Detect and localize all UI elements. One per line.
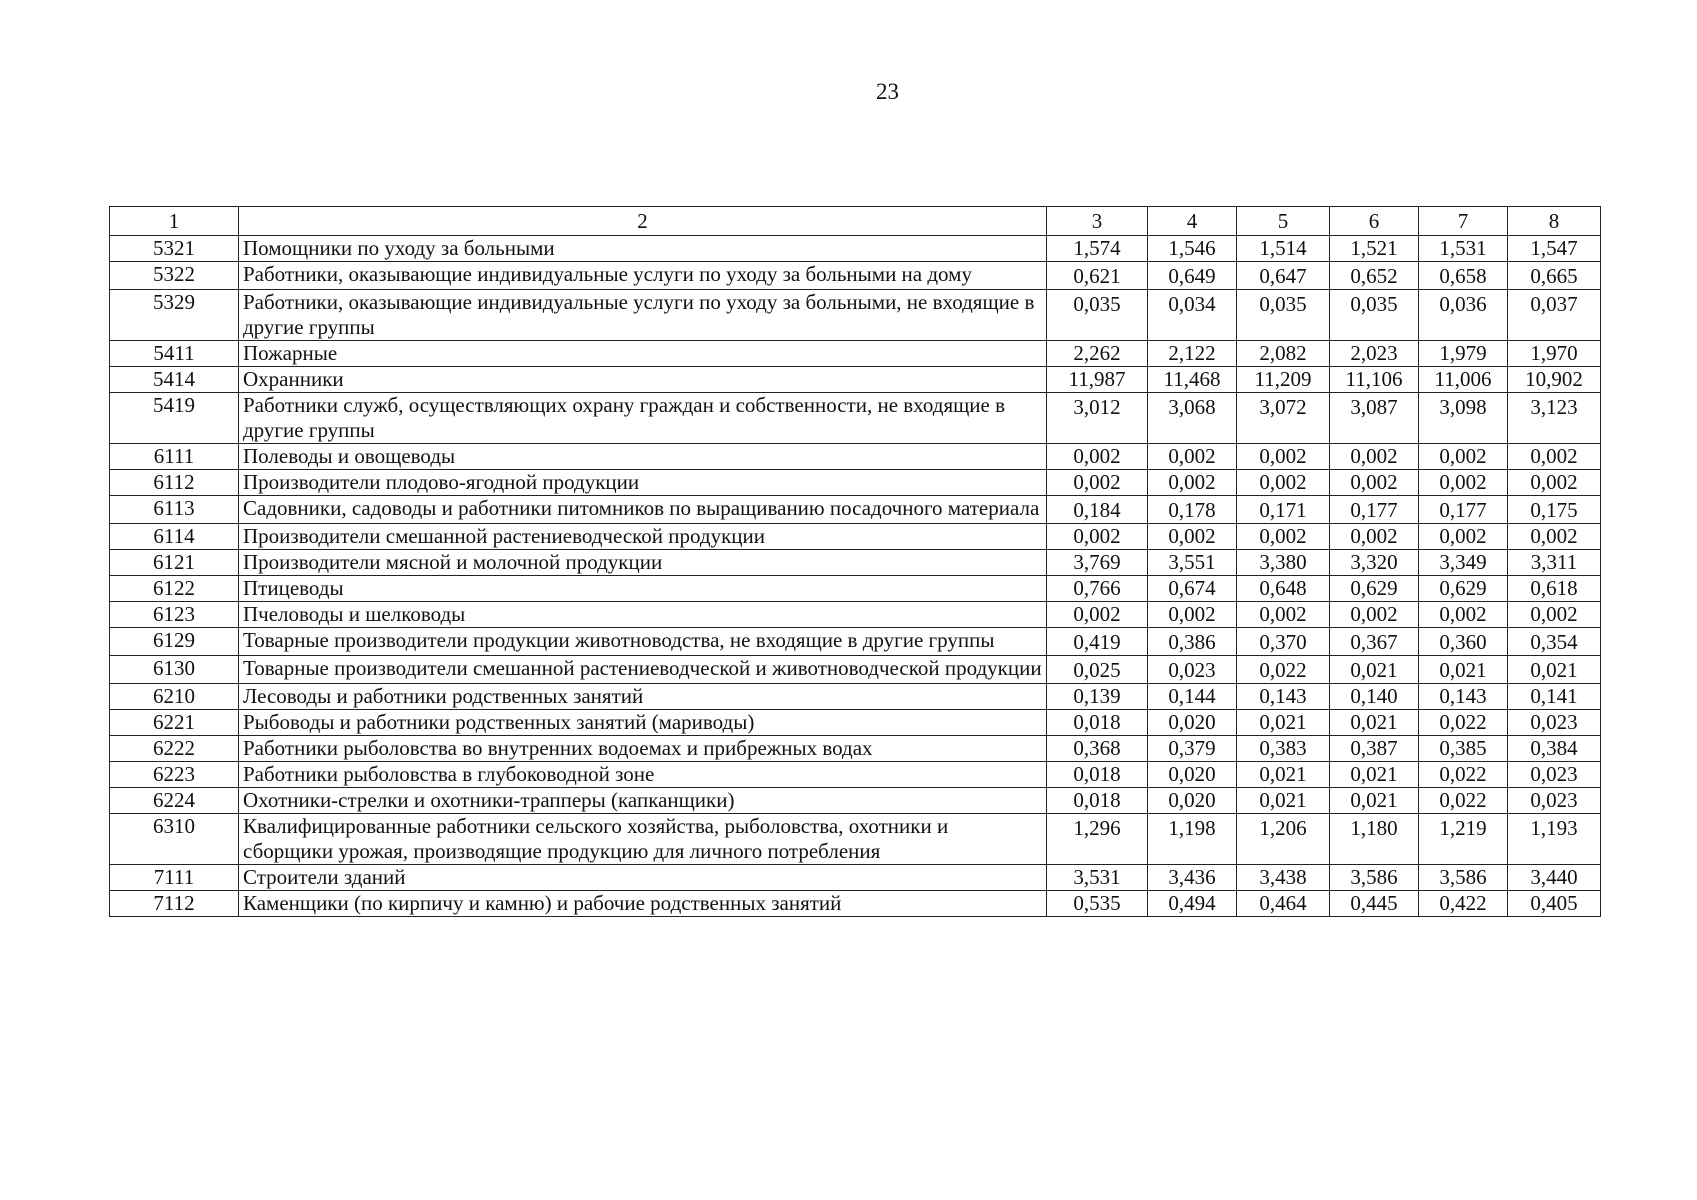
value-cell: 0,002 [1047, 470, 1148, 496]
value-cell: 10,902 [1508, 367, 1601, 393]
value-cell: 0,025 [1047, 656, 1148, 684]
occupation-code: 6113 [110, 496, 239, 524]
value-cell: 0,379 [1148, 736, 1237, 762]
value-cell: 3,349 [1419, 550, 1508, 576]
occupation-name: Рыбоводы и работники родственных занятий (мариводы) [239, 710, 1047, 736]
value-cell: 0,018 [1047, 762, 1148, 788]
occupation-code: 7111 [110, 865, 239, 891]
occupation-code: 6111 [110, 444, 239, 470]
table-row [110, 736, 1601, 762]
occupation-name: Строители зданий [239, 865, 1047, 891]
occupation-name: Товарные производители смешанной растениеводческой и животноводческой продукции [239, 656, 1047, 684]
occupation-name: Пчеловоды и шелководы [239, 602, 1047, 628]
value-cell: 0,002 [1047, 602, 1148, 628]
occupation-name: Птицеводы [239, 576, 1047, 602]
value-cell: 0,002 [1508, 524, 1601, 550]
occupation-code: 6310 [110, 814, 239, 865]
value-cell: 0,022 [1237, 656, 1330, 684]
value-cell: 0,002 [1148, 470, 1237, 496]
value-cell: 0,419 [1047, 628, 1148, 656]
value-cell: 0,464 [1237, 891, 1330, 917]
table-row [110, 814, 1601, 865]
value-cell: 3,440 [1508, 865, 1601, 891]
value-cell: 0,021 [1508, 656, 1601, 684]
occupation-code: 6112 [110, 470, 239, 496]
occupation-code: 6223 [110, 762, 239, 788]
value-cell: 0,422 [1419, 891, 1508, 917]
value-cell: 0,021 [1237, 710, 1330, 736]
value-cell: 0,140 [1330, 684, 1419, 710]
value-cell: 0,139 [1047, 684, 1148, 710]
value-cell: 3,438 [1237, 865, 1330, 891]
value-cell: 0,143 [1419, 684, 1508, 710]
value-cell: 0,022 [1419, 788, 1508, 814]
value-cell: 0,141 [1508, 684, 1601, 710]
occupation-code: 5322 [110, 262, 239, 290]
value-cell: 0,035 [1330, 290, 1419, 341]
occupation-code: 6114 [110, 524, 239, 550]
value-cell: 1,193 [1508, 814, 1601, 865]
header-cell: 6 [1330, 207, 1419, 236]
value-cell: 0,385 [1419, 736, 1508, 762]
value-cell: 0,445 [1330, 891, 1419, 917]
value-cell: 0,002 [1237, 524, 1330, 550]
value-cell: 0,002 [1237, 602, 1330, 628]
value-cell: 0,494 [1148, 891, 1237, 917]
value-cell: 3,531 [1047, 865, 1148, 891]
value-cell: 1,970 [1508, 341, 1601, 367]
value-cell: 0,002 [1330, 524, 1419, 550]
table-row [110, 684, 1601, 710]
header-cell: 2 [239, 207, 1047, 236]
table-row [110, 891, 1601, 917]
occupation-code: 6122 [110, 576, 239, 602]
occupation-name: Каменщики (по кирпичу и камню) и рабочие родственных занятий [239, 891, 1047, 917]
occupation-code: 5419 [110, 393, 239, 444]
value-cell: 0,021 [1330, 710, 1419, 736]
occupation-name: Товарные производители продукции животноводства, не входящие в другие группы [239, 628, 1047, 656]
value-cell: 0,021 [1330, 788, 1419, 814]
value-cell: 0,618 [1508, 576, 1601, 602]
value-cell: 0,629 [1419, 576, 1508, 602]
value-cell: 0,037 [1508, 290, 1601, 341]
header-cell: 5 [1237, 207, 1330, 236]
table-row [110, 341, 1601, 367]
value-cell: 0,021 [1237, 788, 1330, 814]
value-cell: 3,123 [1508, 393, 1601, 444]
table-row [110, 550, 1601, 576]
value-cell: 0,021 [1330, 656, 1419, 684]
occupation-name: Производители плодово-ягодной продукции [239, 470, 1047, 496]
value-cell: 0,020 [1148, 710, 1237, 736]
value-cell: 0,023 [1508, 710, 1601, 736]
table-row [110, 393, 1601, 444]
value-cell: 0,002 [1419, 444, 1508, 470]
occupation-name: Лесоводы и работники родственных занятий [239, 684, 1047, 710]
value-cell: 0,354 [1508, 628, 1601, 656]
header-cell: 7 [1419, 207, 1508, 236]
value-cell: 0,002 [1508, 602, 1601, 628]
value-cell: 0,020 [1148, 762, 1237, 788]
value-cell: 0,384 [1508, 736, 1601, 762]
value-cell: 2,023 [1330, 341, 1419, 367]
value-cell: 0,023 [1508, 762, 1601, 788]
value-cell: 0,383 [1237, 736, 1330, 762]
value-cell: 2,262 [1047, 341, 1148, 367]
occupation-code: 6130 [110, 656, 239, 684]
value-cell: 3,087 [1330, 393, 1419, 444]
occupation-code: 7112 [110, 891, 239, 917]
table-row [110, 788, 1601, 814]
table-row [110, 470, 1601, 496]
value-cell: 0,143 [1237, 684, 1330, 710]
value-cell: 0,018 [1047, 788, 1148, 814]
header-row [110, 207, 1601, 236]
value-cell: 0,178 [1148, 496, 1237, 524]
value-cell: 0,177 [1330, 496, 1419, 524]
value-cell: 3,551 [1148, 550, 1237, 576]
table-row [110, 710, 1601, 736]
occupation-code: 5414 [110, 367, 239, 393]
value-cell: 0,036 [1419, 290, 1508, 341]
value-cell: 0,405 [1508, 891, 1601, 917]
value-cell: 0,002 [1330, 444, 1419, 470]
table-row [110, 628, 1601, 656]
value-cell: 1,531 [1419, 236, 1508, 262]
value-cell: 1,979 [1419, 341, 1508, 367]
value-cell: 1,514 [1237, 236, 1330, 262]
value-cell: 0,368 [1047, 736, 1148, 762]
occupation-code: 6123 [110, 602, 239, 628]
occupation-name: Производители смешанной растениеводческой продукции [239, 524, 1047, 550]
table-row [110, 236, 1601, 262]
value-cell: 11,468 [1148, 367, 1237, 393]
table-row [110, 444, 1601, 470]
value-cell: 0,002 [1330, 602, 1419, 628]
value-cell: 0,184 [1047, 496, 1148, 524]
table-body [110, 236, 1601, 917]
value-cell: 0,647 [1237, 262, 1330, 290]
value-cell: 3,072 [1237, 393, 1330, 444]
value-cell: 3,012 [1047, 393, 1148, 444]
occupation-code: 6222 [110, 736, 239, 762]
value-cell: 0,022 [1419, 762, 1508, 788]
table-row [110, 762, 1601, 788]
value-cell: 0,002 [1508, 470, 1601, 496]
value-cell: 3,098 [1419, 393, 1508, 444]
value-cell: 0,175 [1508, 496, 1601, 524]
value-cell: 0,621 [1047, 262, 1148, 290]
value-cell: 2,122 [1148, 341, 1237, 367]
value-cell: 3,311 [1508, 550, 1601, 576]
value-cell: 1,219 [1419, 814, 1508, 865]
page-number: 23 [876, 79, 899, 104]
header-cell: 4 [1148, 207, 1237, 236]
table-row [110, 602, 1601, 628]
value-cell: 3,320 [1330, 550, 1419, 576]
value-cell: 0,035 [1047, 290, 1148, 341]
table-row [110, 576, 1601, 602]
value-cell: 3,380 [1237, 550, 1330, 576]
occupation-code: 5411 [110, 341, 239, 367]
occupation-code: 5321 [110, 236, 239, 262]
table-row [110, 865, 1601, 891]
value-cell: 0,002 [1047, 444, 1148, 470]
header-cell: 3 [1047, 207, 1148, 236]
value-cell: 0,002 [1419, 602, 1508, 628]
occupation-code: 6121 [110, 550, 239, 576]
occupation-code: 6210 [110, 684, 239, 710]
value-cell: 0,649 [1148, 262, 1237, 290]
occupation-name: Охранники [239, 367, 1047, 393]
value-cell: 1,547 [1508, 236, 1601, 262]
value-cell: 1,180 [1330, 814, 1419, 865]
value-cell: 0,021 [1237, 762, 1330, 788]
value-cell: 1,574 [1047, 236, 1148, 262]
occupation-code: 5329 [110, 290, 239, 341]
occupation-code: 6221 [110, 710, 239, 736]
value-cell: 0,020 [1148, 788, 1237, 814]
occupation-code: 6129 [110, 628, 239, 656]
occupation-name: Квалифицированные работники сельского хозяйства, рыболовства, охотники и сборщики урожая, производящие продукцию для личного потребления [239, 814, 1047, 865]
value-cell: 3,769 [1047, 550, 1148, 576]
occupation-code: 6224 [110, 788, 239, 814]
value-cell: 2,082 [1237, 341, 1330, 367]
value-cell: 1,296 [1047, 814, 1148, 865]
header-cell: 1 [110, 207, 239, 236]
value-cell: 0,035 [1237, 290, 1330, 341]
value-cell: 0,658 [1419, 262, 1508, 290]
value-cell: 0,652 [1330, 262, 1419, 290]
value-cell: 1,198 [1148, 814, 1237, 865]
value-cell: 0,002 [1419, 470, 1508, 496]
value-cell: 0,674 [1148, 576, 1237, 602]
value-cell: 0,002 [1508, 444, 1601, 470]
occupation-name: Пожарные [239, 341, 1047, 367]
occupation-name: Работники рыболовства в глубоководной зоне [239, 762, 1047, 788]
occupation-name: Помощники по уходу за больными [239, 236, 1047, 262]
occupation-name: Работники рыболовства во внутренних водоемах и прибрежных водах [239, 736, 1047, 762]
value-cell: 0,367 [1330, 628, 1419, 656]
value-cell: 1,206 [1237, 814, 1330, 865]
header-cell: 8 [1508, 207, 1601, 236]
table-row [110, 262, 1601, 290]
value-cell: 1,521 [1330, 236, 1419, 262]
value-cell: 0,023 [1148, 656, 1237, 684]
table-row [110, 367, 1601, 393]
value-cell: 0,002 [1148, 602, 1237, 628]
table-row [110, 656, 1601, 684]
value-cell: 0,171 [1237, 496, 1330, 524]
value-cell: 11,006 [1419, 367, 1508, 393]
value-cell: 11,987 [1047, 367, 1148, 393]
occupation-name: Полеводы и овощеводы [239, 444, 1047, 470]
value-cell: 0,386 [1148, 628, 1237, 656]
value-cell: 3,068 [1148, 393, 1237, 444]
value-cell: 0,002 [1330, 470, 1419, 496]
value-cell: 0,665 [1508, 262, 1601, 290]
value-cell: 3,436 [1148, 865, 1237, 891]
value-cell: 0,023 [1508, 788, 1601, 814]
value-cell: 0,002 [1237, 444, 1330, 470]
value-cell: 0,766 [1047, 576, 1148, 602]
value-cell: 0,018 [1047, 710, 1148, 736]
value-cell: 0,021 [1419, 656, 1508, 684]
value-cell: 0,144 [1148, 684, 1237, 710]
value-cell: 0,021 [1330, 762, 1419, 788]
value-cell: 3,586 [1330, 865, 1419, 891]
value-cell: 0,002 [1148, 444, 1237, 470]
value-cell: 0,370 [1237, 628, 1330, 656]
occupation-table [109, 206, 1601, 917]
value-cell: 0,002 [1237, 470, 1330, 496]
value-cell: 0,002 [1148, 524, 1237, 550]
value-cell: 11,106 [1330, 367, 1419, 393]
value-cell: 1,546 [1148, 236, 1237, 262]
value-cell: 0,629 [1330, 576, 1419, 602]
table-row [110, 290, 1601, 341]
value-cell: 0,002 [1047, 524, 1148, 550]
value-cell: 11,209 [1237, 367, 1330, 393]
value-cell: 0,022 [1419, 710, 1508, 736]
table-row [110, 524, 1601, 550]
occupation-name: Охотники-стрелки и охотники-трапперы (капканщики) [239, 788, 1047, 814]
value-cell: 0,387 [1330, 736, 1419, 762]
occupation-name: Работники служб, осуществляющих охрану граждан и собственности, не входящие в другие группы [239, 393, 1047, 444]
value-cell: 0,648 [1237, 576, 1330, 602]
value-cell: 3,586 [1419, 865, 1508, 891]
occupation-name: Работники, оказывающие индивидуальные услуги по уходу за больными, не входящие в другие группы [239, 290, 1047, 341]
value-cell: 0,034 [1148, 290, 1237, 341]
table-row [110, 496, 1601, 524]
value-cell: 0,360 [1419, 628, 1508, 656]
occupation-name: Работники, оказывающие индивидуальные услуги по уходу за больными на дому [239, 262, 1047, 290]
value-cell: 0,002 [1419, 524, 1508, 550]
occupation-name: Садовники, садоводы и работники питомников по выращиванию посадочного материала [239, 496, 1047, 524]
value-cell: 0,535 [1047, 891, 1148, 917]
value-cell: 0,177 [1419, 496, 1508, 524]
occupation-name: Производители мясной и молочной продукции [239, 550, 1047, 576]
